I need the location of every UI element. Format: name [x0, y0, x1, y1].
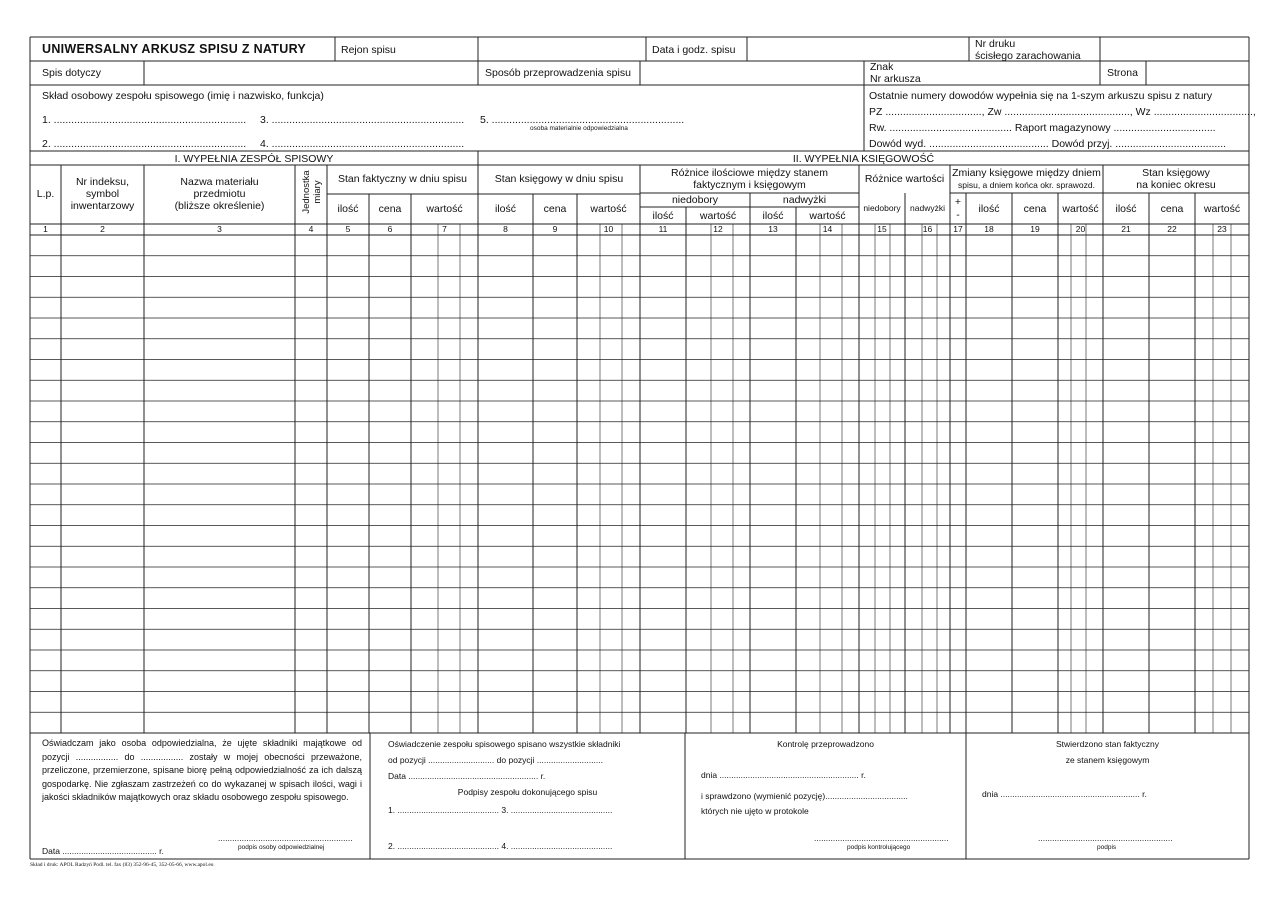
col-nr-indeksu-2: symbol — [85, 188, 120, 200]
team-member-2: 2. .................................................................. — [42, 138, 247, 150]
sub-cena-9: cena — [543, 203, 567, 215]
docs-label: Ostatnie numery dowodów wypełnia się na 1-szym arkuszu spisu z natury — [869, 90, 1213, 102]
col-number-6: 6 — [387, 224, 393, 234]
col-number-1: 1 — [43, 224, 48, 234]
sub-ilosc-13: ilość — [762, 210, 784, 222]
data-godz-label: Data i godz. spisu — [652, 44, 736, 56]
imprint: Skład i druk: APOL Radzyń Podl. tel. fax (83) 352-96-45, 352-05-66, www.apol.eu — [30, 862, 214, 868]
col-number-11: 11 — [658, 224, 668, 234]
col-number-13: 13 — [768, 224, 778, 234]
box4-line-2: ze stanem księgowym — [1065, 755, 1150, 765]
col-rw-nadwyzki: nadwyżki — [910, 203, 945, 213]
box3-signature-label: podpis kontrolującego — [847, 844, 911, 851]
form-title: UNIWERSALNY ARKUSZ SPISU Z NATURY — [42, 42, 307, 56]
znak-label: Znak — [870, 61, 894, 73]
sub-ilosc-21: ilość — [1115, 203, 1137, 215]
section-ksiegowosc: II. WYPEŁNIA KSIĘGOWOŚĆ — [792, 153, 935, 165]
col-jednostka-1: Jednostka — [301, 170, 312, 214]
col-roznice-wart: Różnice wartości — [864, 173, 945, 185]
col-nazwa-2: przedmiotu — [193, 188, 246, 200]
box1-statement: Oświadczam jako osoba odpowiedzialna, że ujęte składniki majątkowe od pozycji ................. do ................. zostały w mojej obecności przeważone, przeliczone, przemierzone, spisane biorę pełną odpowiedzialność za ich dalszą gospodarkę. Nie zgłaszam zastrzeżeń co do wykazanej w spisach ilości, wagi i jakości składników majątkowych oraz składu osobowego zespołu spisowego. — [42, 738, 362, 802]
col-number-21: 21 — [1121, 224, 1131, 234]
docs-pz-line: PZ ................................., Zw ..........................................., Wz .................................., — [869, 106, 1256, 118]
box4-signature-line: ......................................................... — [1038, 833, 1173, 843]
docs-rw-line: Rw. .......................................... Raport magazynowy ................................... — [869, 122, 1216, 134]
sub-wartosc-7: wartość — [426, 203, 463, 215]
col-number-7: 7 — [442, 224, 447, 234]
col-nazwa-1: Nazwa materiału — [180, 176, 259, 188]
rejon-spisu-label: Rejon spisu — [341, 44, 396, 56]
col-number-19: 19 — [1030, 224, 1040, 234]
box4-signature-label: podpis — [1097, 844, 1117, 851]
col-roznice-il-1: Różnice ilościowe między stanem — [671, 167, 828, 179]
sub-cena-6: cena — [378, 203, 402, 215]
col-zmiany-2: spisu, a dniem końca okr. sprawozd. — [957, 180, 1095, 190]
box2-line-5: 1. ........................................... 3. ........................................... — [388, 805, 613, 815]
sub-wartosc-20: wartość — [1062, 203, 1099, 215]
col-number-4: 4 — [308, 224, 314, 234]
box2-line-3: Data ....................................................... r. — [388, 771, 546, 781]
section-zespol: I. WYPEŁNIA ZESPÓŁ SPISOWY — [174, 153, 334, 165]
col-stan-koniec-1: Stan księgowy — [1142, 167, 1210, 179]
col-number-16: 16 — [922, 224, 933, 234]
box4-line-1: Stwierdzono stan faktyczny — [1056, 739, 1159, 749]
nr-druku-label: Nr druku — [975, 38, 1016, 50]
sub-wartosc-14: wartość — [809, 210, 846, 222]
col-number-22: 22 — [1167, 224, 1177, 234]
col-number-10: 10 — [603, 224, 614, 234]
spis-dotyczy-label: Spis dotyczy — [42, 67, 101, 79]
box3-line-2: dnia ........................................................... r. — [701, 770, 866, 780]
box2-line-2: od pozycji ............................ do pozycji ............................ — [388, 755, 603, 765]
col-number-12: 12 — [713, 224, 723, 234]
osoba-odpowiedzialna-note: osoba materialnie odpowiedzialna — [530, 125, 628, 132]
col-zmiany-1: Zmiany księgowe między dniem — [952, 167, 1101, 179]
sub-ilosc-8: ilość — [494, 203, 516, 215]
box3-line-4: których nie ujęto w protokole — [701, 806, 809, 816]
sub-ilosc-5: ilość — [337, 203, 359, 215]
sub-ilosc-11: ilość — [652, 210, 674, 222]
box3-line-3: i sprawdzono (wymienić pozycję)................................... — [701, 791, 908, 801]
sub-cena-22: cena — [1160, 203, 1184, 215]
sposob-label: Sposób przeprowadzenia spisu — [485, 67, 631, 79]
col-nadwyzki: nadwyżki — [782, 194, 827, 206]
col-minus: - — [956, 209, 960, 221]
team-member-5: 5. .................................................................. — [480, 114, 685, 126]
col-number-5: 5 — [345, 224, 351, 234]
sub-wartosc-23: wartość — [1203, 203, 1241, 215]
col-stan-faktyczny: Stan faktyczny w dniu spisu — [338, 173, 467, 185]
col-stan-ksiegowy: Stan księgowy w dniu spisu — [494, 173, 624, 185]
col-number-3: 3 — [217, 224, 222, 234]
box2-line-6: 2. ........................................... 4. ........................................... — [388, 841, 613, 851]
col-stan-koniec-2: na koniec okresu — [1136, 179, 1216, 191]
box3-signature-line: ......................................................... — [814, 833, 949, 843]
col-jednostka-2: miary — [312, 180, 323, 204]
col-nr-indeksu-1: Nr indeksu, — [75, 176, 130, 188]
col-plus: + — [954, 196, 962, 208]
col-lp: L.p. — [36, 188, 55, 200]
col-number-17: 17 — [953, 224, 963, 234]
box4-line-3: dnia ........................................................... r. — [982, 789, 1147, 799]
nr-arkusza-label: Nr arkusza — [870, 73, 921, 85]
col-niedobory: niedobory — [671, 194, 719, 206]
col-number-23: 23 — [1217, 224, 1227, 234]
col-number-14: 14 — [822, 224, 833, 234]
box2-line-4: Podpisy zespołu dokonującego spisu — [457, 787, 598, 797]
col-nazwa-3: (bliższe określenie) — [174, 200, 265, 212]
box1-signature-label: podpis osoby odpowiedzialnej — [238, 844, 325, 851]
team-label: Skład osobowy zespołu spisowego (imię i nazwisko, funkcja) — [42, 90, 324, 102]
box3-line-1: Kontrolę przeprowadzono — [777, 739, 874, 749]
col-rw-niedobory: niedobory — [863, 203, 901, 213]
sub-cena-19: cena — [1023, 203, 1047, 215]
scislego-label: ścisłego zarachowania — [975, 50, 1081, 62]
box2-line-1: Oświadczenie zespołu spisowego spisano wszystkie składniki — [388, 739, 621, 749]
col-number-8: 8 — [503, 224, 508, 234]
col-number-9: 9 — [552, 224, 558, 234]
box1-date: Data ........................................ r. — [42, 846, 164, 856]
docs-dowod-line: Dowód wyd. ......................................... Dowód przyj. ...................................... — [869, 138, 1227, 150]
team-member-4: 4. .................................................................. — [260, 138, 465, 150]
sub-wartosc-10: wartość — [590, 203, 627, 215]
col-roznice-il-2: faktycznym i księgowym — [693, 179, 806, 191]
box1-signature-line: ......................................................... — [218, 833, 353, 843]
col-number-18: 18 — [984, 224, 994, 234]
sub-wartosc-12: wartość — [699, 210, 737, 222]
col-number-15: 15 — [877, 224, 887, 234]
team-member-1: 1. .................................................................. — [42, 114, 247, 126]
col-number-2: 2 — [100, 224, 105, 234]
strona-label: Strona — [1107, 67, 1138, 79]
col-number-20: 20 — [1075, 224, 1086, 234]
team-member-3: 3. .................................................................. — [260, 114, 465, 126]
sub-ilosc-18: ilość — [978, 203, 1000, 215]
col-nr-indeksu-3: inwentarzowy — [70, 200, 135, 212]
